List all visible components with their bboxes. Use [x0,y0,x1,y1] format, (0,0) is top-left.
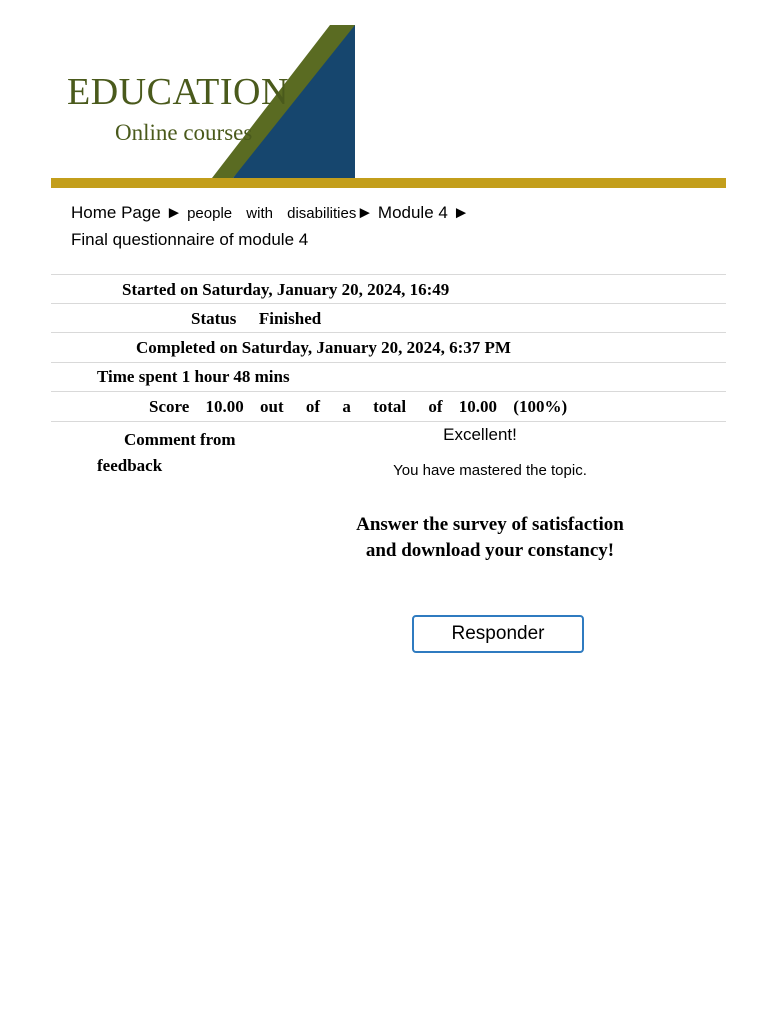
header-divider [51,178,726,188]
site-header [0,0,768,190]
breadcrumb-category-link[interactable]: people with disabilities [187,205,357,222]
breadcrumb-home-link[interactable]: Home Page [71,203,161,222]
breadcrumb-module-link[interactable]: Module 4 [377,203,448,222]
score-out-of: out of a total of [260,397,443,416]
completed-label: Completed on [136,338,238,357]
comment-label: Comment from feedback [97,430,236,475]
started-label: Started on [122,280,199,299]
breadcrumb-separator-icon: ► [452,203,470,222]
feedback-message: You have mastered the topic. [393,462,587,479]
summary-row-score [51,391,726,421]
started-value: Saturday, January 20, 2024, 16:49 [202,280,450,299]
breadcrumb-separator-icon: ► [356,203,374,222]
feedback-panel [300,425,680,479]
summary-row-time [51,362,726,392]
status-label: Status [191,309,237,328]
logo-title: EDUCATION [67,71,289,113]
breadcrumb-current: Final questionnaire of module 4 [71,230,309,249]
summary-row-status [51,303,726,333]
feedback-heading: Excellent! [443,425,517,444]
time-value: 1 hour 48 mins [181,367,290,386]
time-label: Time spent [97,367,178,386]
status-value: Finished [258,309,322,328]
score-value: 10.00 [205,397,244,416]
summary-row-completed [51,332,726,362]
score-total: 10.00 [458,397,498,416]
survey-prompt: Answer the survey of satisfaction and download your constancy! [356,514,624,561]
logo-subtitle: Online courses [115,120,253,145]
summary-row-started [51,274,726,304]
responder-button[interactable]: Responder [412,615,584,653]
breadcrumb-separator-icon: ► [165,203,183,222]
breadcrumb [71,200,671,253]
completed-value: Saturday, January 20, 2024, 6:37 PM [241,338,511,357]
score-label: Score [149,397,190,416]
score-percent: (100%) [513,397,568,416]
